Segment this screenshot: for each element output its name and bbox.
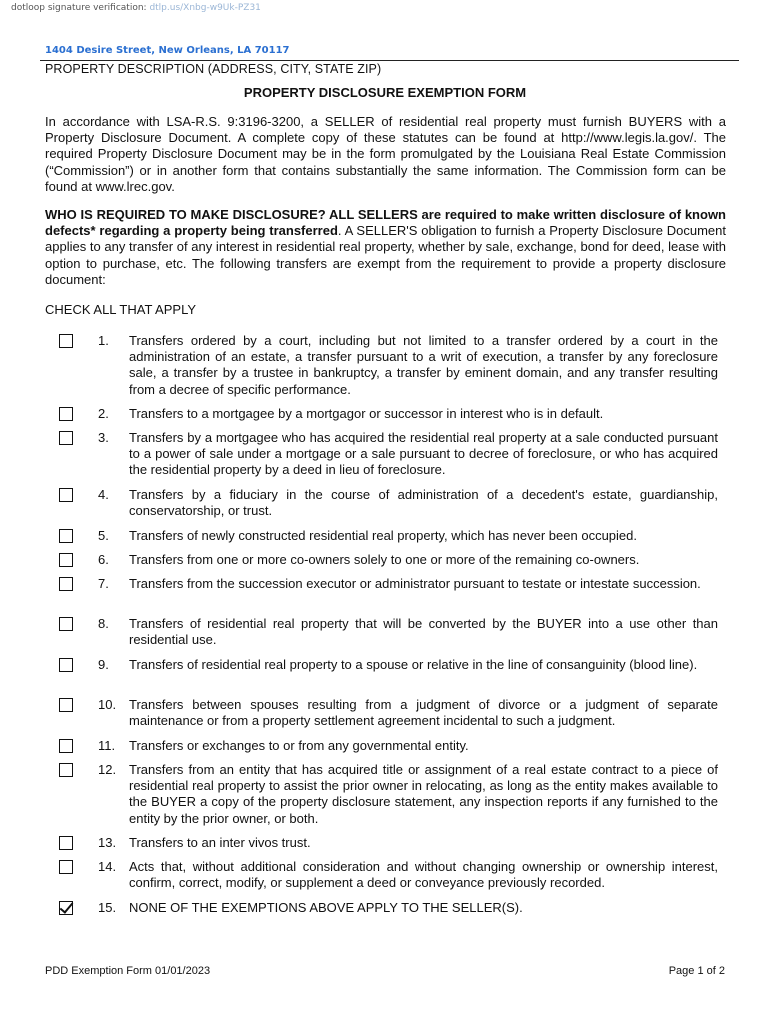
item-number: 3. <box>98 430 109 445</box>
item-text: Transfers ordered by a court, including but not limited to a transfer ordered by a court in the administration of an estate, a transfer pursuant to a writ of execution, a transfer by any foreclosure sale, a transfer by a trustee in bankruptcy, a transfer by eminent domain, and any transfer resulting from a decree of specific performance. <box>129 333 718 397</box>
item-number: 4. <box>98 487 109 502</box>
exemption-checkbox-1[interactable] <box>59 334 73 348</box>
exemption-checkbox-4[interactable] <box>59 488 73 502</box>
exemption-checkbox-13[interactable] <box>59 836 73 850</box>
who-paragraph <box>45 207 726 288</box>
item-text: Transfers or exchanges to or from any governmental entity. <box>129 738 469 753</box>
footer-form-id: PDD Exemption Form 01/01/2023 <box>45 965 211 977</box>
intro-paragraph: In accordance with LSA-R.S. 9:3196-3200, a SELLER of residential real property must furnish BUYERS with a Property Disclosure Document. A complete copy of these statutes can be found at http://www.legis.la.gov/. The required Property Disclosure Document may be in the form promulgated by the Louisiana Real Estate Commission (“Commission”) or in another form that contains substantially the same information. The Commission form can be found at www.lrec.gov. <box>45 114 726 194</box>
who-body: . A SELLER'S obligation to furnish a Property Disclosure Document applies to any transfer of any interest in residential real property, whether by sale, exchange, bond for deed, lease with option to purchase, etc. The following transfers are exempt from the requirement to provide a property disclosure document: <box>45 223 726 287</box>
exemption-checkbox-9[interactable] <box>59 658 73 672</box>
item-number: 5. <box>98 528 109 543</box>
item-number: 7. <box>98 576 109 591</box>
item-text: NONE OF THE EXEMPTIONS ABOVE APPLY TO THE SELLER(S). <box>129 900 523 915</box>
item-number: 13. <box>98 835 117 850</box>
item-number: 2. <box>98 406 109 421</box>
item-number: 8. <box>98 616 109 631</box>
item-text: Transfers by a mortgagee who has acquired the residential real property at a sale conducted pursuant to a power of sale under a mortgage or a sale pursuant to decree of foreclosure, or who has acquired the residential property by a deed in lieu of foreclosure. <box>129 430 718 478</box>
property-address-field[interactable]: 1404 Desire Street, New Orleans, LA 70117 <box>45 45 290 56</box>
footer-page-number: Page 1 of 2 <box>668 965 725 977</box>
verification-link[interactable]: dtlp.us/Xnbg-w9Uk-PZ31 <box>149 3 261 13</box>
item-text: Transfers of residential real property that will be converted by the BUYER into a use other than residential use. <box>129 616 718 648</box>
item-text: Transfers to an inter vivos trust. <box>129 835 311 850</box>
item-text: Transfers between spouses resulting from a judgment of divorce or a judgment of separate maintenance or from a property settlement agreement incidental to such a judgment. <box>129 697 718 729</box>
verification-label: dotloop signature verification: <box>11 3 147 13</box>
exemption-checkbox-7[interactable] <box>59 577 73 591</box>
exemption-checkbox-12[interactable] <box>59 763 73 777</box>
item-text: Transfers to a mortgagee by a mortgagor or successor in interest who is in default. <box>129 406 604 421</box>
form-title: PROPERTY DISCLOSURE EXEMPTION FORM <box>243 85 527 100</box>
item-text: Transfers from one or more co-owners solely to one or more of the remaining co-owners. <box>129 552 640 567</box>
exemption-checkbox-10[interactable] <box>59 698 73 712</box>
who-heading: WHO IS REQUIRED TO MAKE DISCLOSURE? ALL SELLERS are required to make written disclosure of known defects* regarding a property being transferred <box>45 207 726 239</box>
item-text: Transfers from the succession executor or administrator pursuant to testate or intestate succession. <box>129 576 701 591</box>
exemption-checkbox-6[interactable] <box>59 553 73 567</box>
address-caption: PROPERTY DESCRIPTION (ADDRESS, CITY, STATE ZIP) <box>45 62 382 76</box>
exemption-checkbox-5[interactable] <box>59 529 73 543</box>
item-number: 6. <box>98 552 109 567</box>
exemption-checkbox-3[interactable] <box>59 431 73 445</box>
item-number: 9. <box>98 657 109 672</box>
exemption-checkbox-11[interactable] <box>59 739 73 753</box>
check-all-label: CHECK ALL THAT APPLY <box>45 302 197 317</box>
item-number: 10. <box>98 697 117 712</box>
item-text: Transfers of newly constructed residential real property, which has never been occupied. <box>129 528 637 543</box>
item-text: Transfers from an entity that has acquired title or assignment of a real estate contract to a piece of residential real property to assist the prior owner in relocating, as long as the entity makes available to the BUYER a copy of the property disclosure statement, any inspection reports if any furnished to the entity by the prior owner, or both. <box>129 762 718 826</box>
item-number: 1. <box>98 333 109 348</box>
exemption-checkbox-15[interactable] <box>59 901 73 915</box>
dotloop-verification <box>11 3 261 13</box>
item-text: Acts that, without additional consideration and without changing ownership or ownership interest, confirm, correct, modify, or supplement a deed or conveyance previously recorded. <box>129 859 718 891</box>
item-number: 11. <box>98 738 116 753</box>
address-underline <box>40 60 739 61</box>
item-number: 14. <box>98 859 117 874</box>
item-text: Transfers of residential real property to a spouse or relative in the line of consanguinity (blood line). <box>129 657 698 672</box>
item-number: 15. <box>98 900 117 915</box>
exemption-checkbox-14[interactable] <box>59 860 73 874</box>
item-number: 12. <box>98 762 117 777</box>
exemption-checkbox-8[interactable] <box>59 617 73 631</box>
exemption-checkbox-2[interactable] <box>59 407 73 421</box>
item-text: Transfers by a fiduciary in the course of administration of a decedent's estate, guardianship, conservatorship, or trust. <box>129 487 718 519</box>
